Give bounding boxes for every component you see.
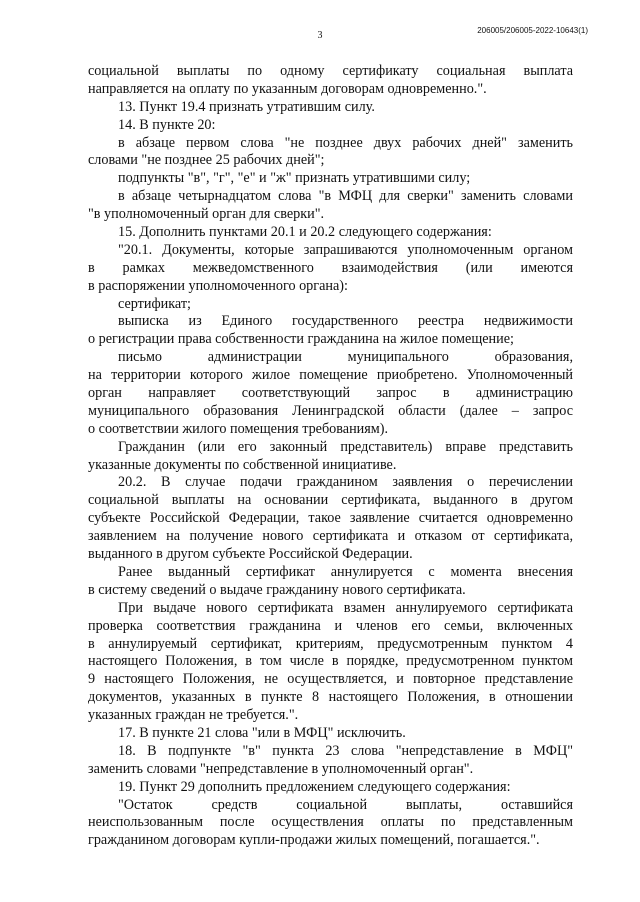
text-line: словами "не позднее 25 рабочих дней"; (88, 152, 325, 169)
text-line: Ранее выданный сертификат аннулируется с момента внесения (118, 563, 573, 580)
text-line: 9 настоящего Положения, не осуществляется, и повторное представление (88, 671, 573, 688)
text-line: в рамках межведомственного взаимодействия (или имеются (88, 259, 573, 276)
text-line: "Остаток средств социальной выплаты, оставшийся (118, 796, 573, 813)
text-line: в абзаце четырнадцатом слова "в МФЦ для сверки" заменить словами (118, 188, 573, 205)
text-line: в абзаце первом слова "не позднее двух рабочих дней" заменить (118, 134, 573, 151)
text-line: сертификат; (118, 295, 192, 312)
page-number: 3 (317, 30, 323, 41)
text-line: выписка из Единого государственного реестра недвижимости (118, 313, 573, 330)
text-line: муниципального образования Ленинградской области (далее – запрос (88, 402, 573, 419)
text-line: 13. Пункт 19.4 признать утратившим силу. (118, 98, 375, 115)
document-body (88, 63, 573, 850)
text-line: социальной выплаты на основании сертификата, выданного в другом (88, 492, 573, 509)
text-line: заменить словами "непредставление в уполномоченный орган". (88, 760, 474, 777)
text-line: направляется на оплату по указанным договорам одновременно.". (88, 80, 487, 97)
text-line: документов, указанных в пункте 8 настоящего Положения, в отношении (88, 689, 573, 706)
text-line: При выдаче нового сертификата взамен аннулируемого сертификата (118, 599, 573, 616)
text-line: в распоряжении уполномоченного органа): (88, 277, 348, 294)
text-line: о соответствии жилого помещения требованиям). (88, 420, 389, 437)
text-line: "в уполномоченный орган для сверки". (88, 206, 325, 223)
text-line: о регистрации права собственности гражданина на жилое помещение; (88, 331, 514, 348)
text-line: 15. Дополнить пунктами 20.1 и 20.2 следующего содержания: (118, 224, 492, 241)
text-line: субъекте Российской Федерации, такое заявление считается одновременно (88, 510, 573, 527)
text-line: 14. В пункте 20: (118, 116, 216, 133)
text-line: социальной выплаты по одному сертификату социальная выплата (88, 63, 573, 79)
document-code: 206005/206005-2022-10643(1) (477, 26, 588, 35)
text-line: указанные документы по собственной инициативе. (88, 456, 397, 473)
text-line: выданного в другом субъекте Российской Федерации. (88, 546, 413, 563)
text-line: в аннулируемый сертификат, критериям, предусмотренным пунктом 4 (88, 635, 573, 652)
text-line: 18. В подпункте "в" пункта 23 слова "непредставление в МФЦ" (118, 742, 573, 759)
text-line: гражданином договорам купли-продажи жилых помещений, погашается.". (88, 832, 540, 849)
text-line: 20.2. В случае подачи гражданином заявления о перечислении (118, 474, 573, 491)
text-line: настоящего Положения, в том числе в порядке, предусмотренном пунктом (88, 653, 573, 670)
text-line: "20.1. Документы, которые запрашиваются уполномоченным органом (118, 241, 573, 258)
text-line: письмо администрации муниципального образования, (118, 349, 573, 366)
text-line: в систему сведений о выдаче гражданину нового сертификата. (88, 581, 466, 598)
text-line: неиспользованным после осуществления оплаты по представленным (88, 814, 573, 831)
text-line: на территории которого жилое помещение приобретено. Уполномоченный (88, 367, 573, 384)
text-line: указанных граждан не требуется.". (88, 707, 299, 724)
text-line: 19. Пункт 29 дополнить предложением следующего содержания: (118, 778, 511, 795)
text-line: Гражданин (или его законный представитель) вправе представить (118, 438, 573, 455)
text-line: проверка соответствия гражданина и членов его семьи, включенных (88, 617, 573, 634)
text-line: подпункты "в", "г", "е" и "ж" признать утратившими силу; (118, 170, 471, 187)
text-line: орган направляет соответствующий запрос в администрацию (88, 385, 573, 402)
text-line: заявлением на получение нового сертификата и отказом от сертификата, (88, 528, 573, 545)
text-line: 17. В пункте 21 слова "или в МФЦ" исключить. (118, 724, 406, 741)
